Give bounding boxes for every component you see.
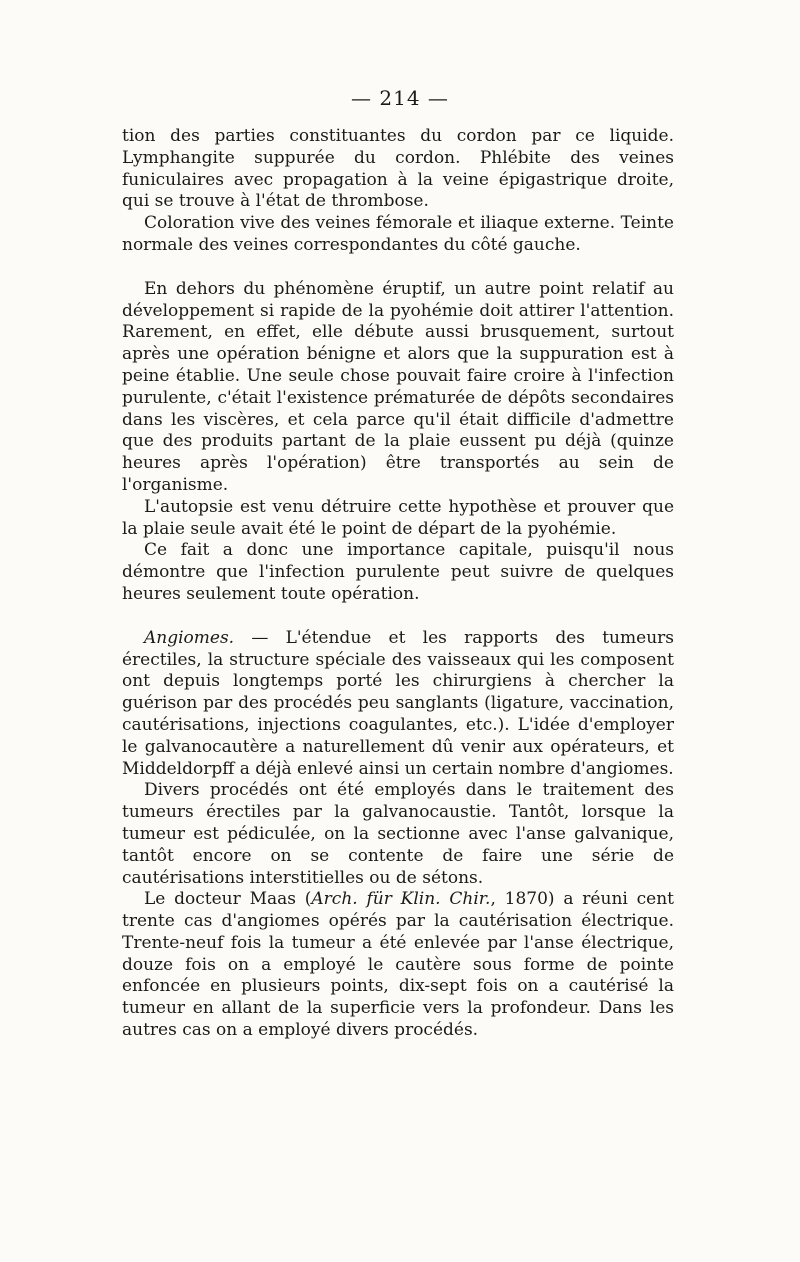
paragraph-8-rest: , 1870) a réuni cent trente cas d'angiomes opérés par la cautérisation électrique. Trente-neuf fois la tumeur a été enlevée par l'anse électrique, douze fois on a employé le cautère sous forme de pointe enfoncée en plusieurs points, dix-sept fois on a cautérisé la tumeur en allant de la superficie vers la profondeur. Dans les autres cas on a employé divers procédés. bbox=[122, 889, 674, 1041]
section-heading-angiomes: Angiomes. bbox=[144, 627, 235, 648]
journal-reference: Arch. für Klin. Chir. bbox=[311, 889, 491, 910]
body-text bbox=[122, 126, 674, 1042]
paragraph-1: tion des parties constituantes du cordon par ce liquide. Lymphangite suppurée du cordon. Phlébite des veines funiculaires avec propagation à la veine épigastrique droite, qui se trouve à l'état de thrombose. bbox=[122, 126, 674, 212]
paragraph-4: L'autopsie est venu détruire cette hypothèse et prouver que la plaie seule avait été le point de départ de la pyohémie. bbox=[122, 496, 674, 539]
paragraph-6-body: — L'étendue et les rapports des tumeurs érectiles, la structure spéciale des vaisseaux qui les composent ont depuis longtemps porté les chirurgiens à chercher la guérison par des procédés peu sanglants (ligature, vaccination, cautérisations, injections coagulantes, etc.). L'idée d'employer le galvanocautère a naturellement dû venir aux opérateurs, et Middeldorpff a déjà enlevé ainsi un certain nombre d'angiomes. bbox=[122, 627, 674, 779]
paragraph-8 bbox=[122, 889, 674, 1042]
paragraph-6 bbox=[122, 628, 674, 781]
page-number: — 214 — bbox=[351, 86, 449, 110]
paragraph-3: En dehors du phénomène éruptif, un autre point relatif au développement si rapide de la pyohémie doit attirer l'attention. Rarement, en effet, elle débute aussi brusquement, surtout après une opération bénigne et alors que la suppuration est à peine établie. Une seule chose pouvait faire croire à l'infection purulente, c'était l'existence prématurée de dépôts secondaires dans les viscères, et cela parce qu'il était difficile d'admettre que des produits partant de la plaie eussent pu déjà (quinze heures après l'opération) être transportés au sein de l'organisme. bbox=[122, 278, 674, 495]
paragraph-7: Divers procédés ont été employés dans le traitement des tumeurs érectiles par la galvanocaustie. Tantôt, lorsque la tumeur est pédiculée, on la sectionne avec l'anse galvanique, tantôt encore on se contente de faire une série de cautérisations interstitielles ou de sétons. bbox=[122, 780, 674, 888]
paragraph-2: Coloration vive des veines fémorale et iliaque externe. Teinte normale des veines correspondantes du côté gauche. bbox=[122, 213, 674, 255]
paragraph-5: Ce fait a donc une importance capitale, puisqu'il nous démontre que l'infection purulente peut suivre de quelques heures seulement toute opération. bbox=[122, 540, 674, 604]
paragraph-8-start: Le docteur Maas ( bbox=[144, 889, 312, 910]
